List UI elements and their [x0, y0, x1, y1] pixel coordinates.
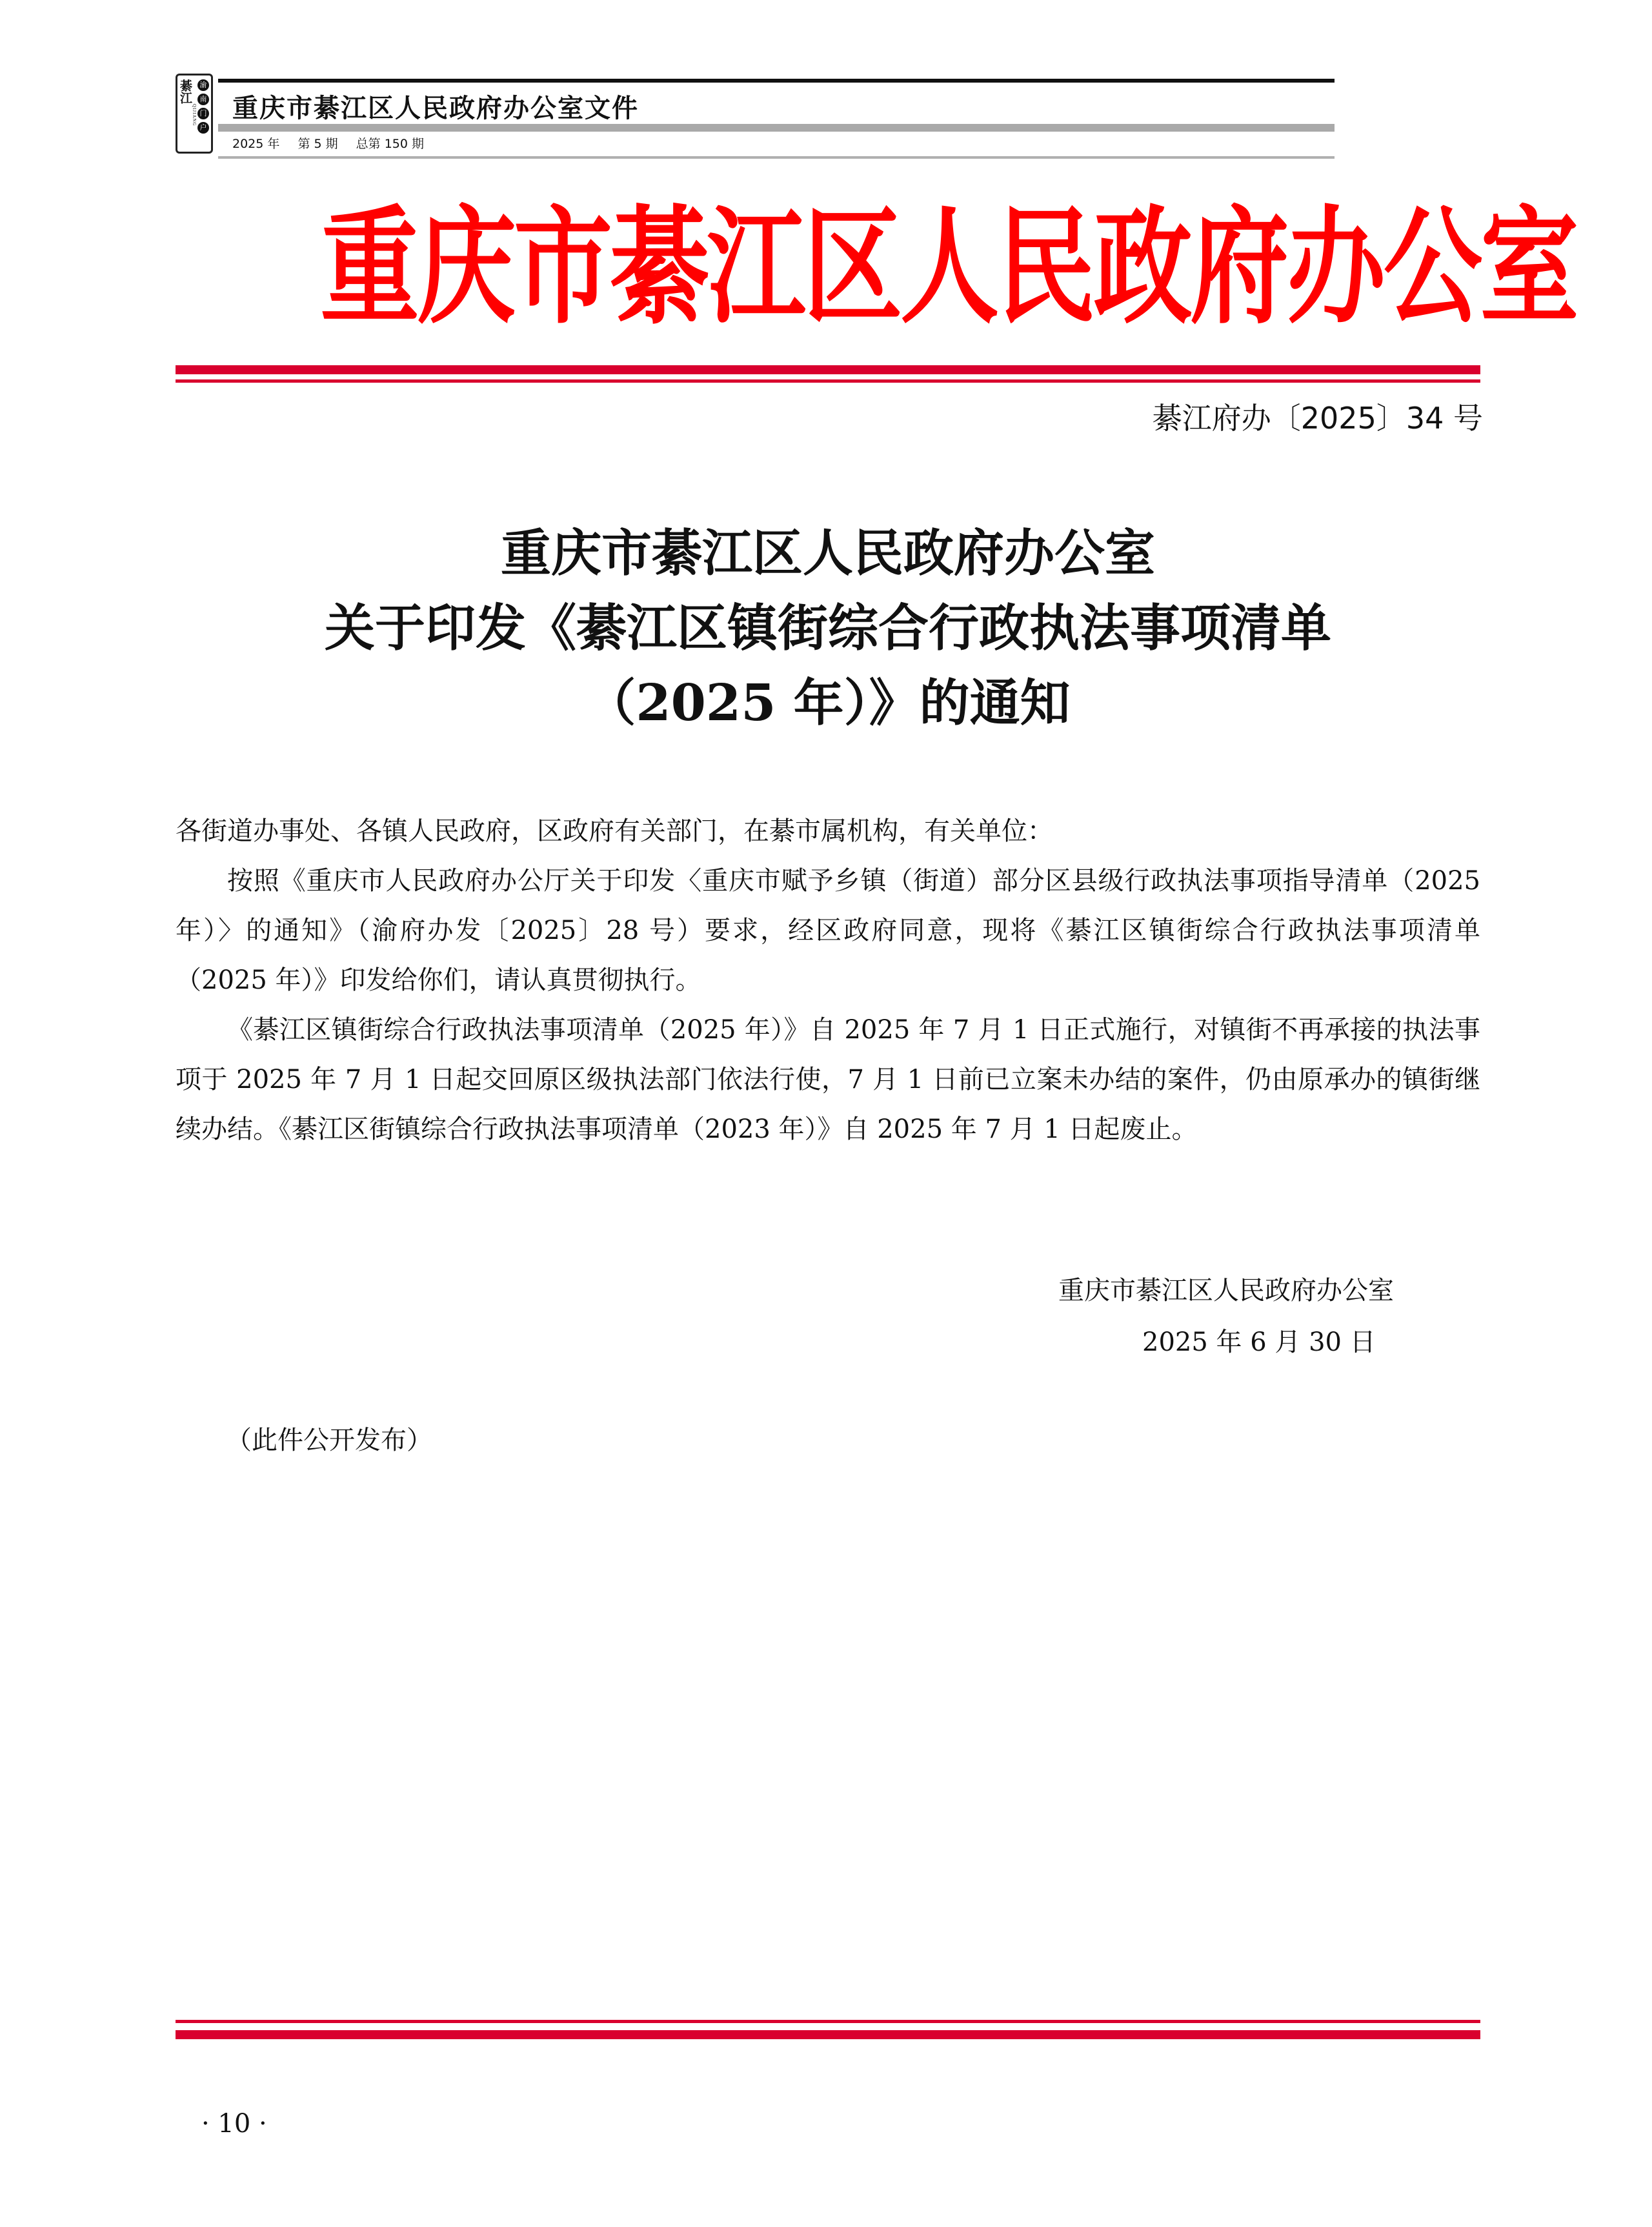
logo-circle-chars: [197, 79, 209, 134]
title-line: （2025 年）》的通知: [585, 674, 1071, 732]
document-number: 綦江府办〔2025〕34 号: [1152, 401, 1483, 436]
page-number: · 10 ·: [201, 2109, 267, 2139]
document-title: [176, 516, 1480, 741]
issue-number: 第 5 期: [297, 137, 338, 151]
masthead-title: 重庆市綦江区人民政府办公室文件: [232, 93, 639, 123]
signature-organization: 重庆市綦江区人民政府办公室: [1058, 1276, 1394, 1305]
logo-main-chars: 綦江: [178, 79, 192, 104]
title-line: 关于印发《綦江区镇街综合行政执法事项清单: [324, 599, 1331, 658]
masthead-bottom-rule: [218, 156, 1335, 159]
salutation: 各街道办事处、各镇人民政府，区政府有关部门，在綦市属机构，有关单位：: [176, 816, 1053, 846]
footer-thin-rule: [176, 2020, 1480, 2023]
disclosure-note: （此件公开发布）: [226, 1426, 432, 1455]
footer-thick-rule: [176, 2030, 1480, 2039]
signature-date: 2025 年 6 月 30 日: [1142, 1327, 1376, 1357]
masthead-middle-rule: [218, 124, 1335, 132]
letterhead-thin-rule: [176, 379, 1480, 383]
logo-circle-char: 南: [197, 94, 209, 105]
document-body: [176, 807, 1480, 1154]
body-paragraph: 《綦江区镇街综合行政执法事项清单（2025 年）》自 2025 年 7 月 1 日正式施行，对镇街不再承接的执法事项于 2025 年 7 月 1 日起交回原区级执法部门依法行使，7 月 1 日前已立案未办结的案件，仍由原承办的镇街继续办结。《綦江区街镇综合行政执法事项清单（2023 年）》自 2025 年 7 月 1 日起废止。: [176, 1015, 1480, 1144]
logo-circle-char: 户: [197, 122, 209, 134]
title-line: 重庆市綦江区人民政府办公室: [500, 524, 1155, 583]
issue-info: [232, 134, 438, 152]
logo-pinyin: QIJIANG: [192, 104, 197, 126]
masthead: [176, 71, 1337, 159]
logo-circle-char: 渝: [197, 79, 209, 91]
letterhead-title: 重庆市綦江区人民政府办公室: [320, 194, 1577, 341]
letterhead-thick-rule: [176, 365, 1480, 374]
masthead-top-rule: [218, 79, 1335, 83]
qijiang-logo: [176, 74, 213, 154]
body-paragraph: 按照《重庆市人民政府办公厅关于印发〈重庆市赋予乡镇（街道）部分区县级行政执法事项指导清单（2025 年）〉的通知》（渝府办发〔2025〕28 号）要求，经区政府同意，现将《綦江区镇街综合行政执法事项清单（2025 年）》印发给你们，请认真贯彻执行。: [176, 866, 1480, 995]
issue-year: 2025 年: [232, 137, 280, 151]
logo-circle-char: 门: [197, 108, 209, 119]
issue-total: 总第 150 期: [356, 137, 425, 151]
